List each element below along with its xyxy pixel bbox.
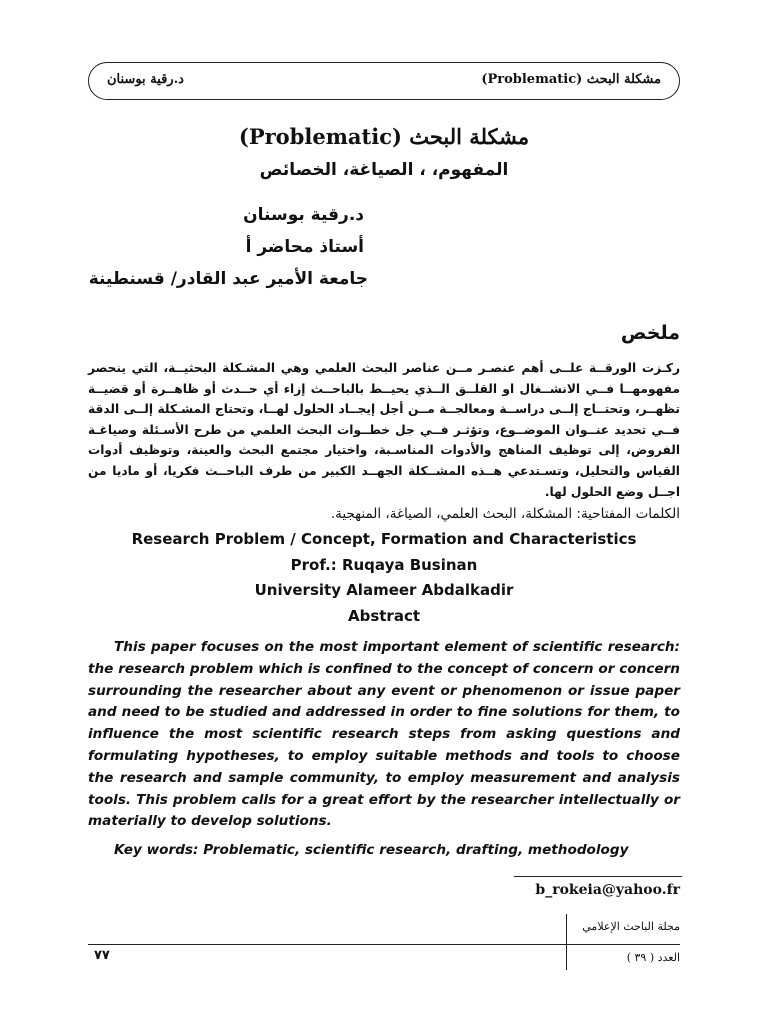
footer-journal-name: مجلة الباحث الإعلامي bbox=[582, 920, 680, 933]
abstract-body-ar: ركـزت الورقــة علــى أهم عنصـر مــن عناصر البحث العلمي وهي المشـكلة البحثيــة، التي ينحصر مفهومهــا فــي الانشــغال او القلــق الــذي يحيــط بالباحــث إزاء أي حــدث أو ظاهــرة أو قضيــة تظهــر، وتحتــاج إلــى دراســة ومعالجــة مــن أجل إيجــاد الحلول لهــا، وتحتاج المشـكلة إلــى الدقة فــي تحديد عنــوان الموضــوع، وتؤثـر فــي جل خطــوات البحث العلمي من طرح الأسـئلة وصياغـة الفروض، إلى توظيف المناهج والأدوات المناسـبة، واختيار مجتمع البحث والعينة، وتوظيف أدوات القياس والتحليل، وتسـتدعي هــذه المشــكلة الجهــد الكبير من طرف الباحــث فكريا، أو ماديا من اجــل وضع الحلول لها. bbox=[88, 361, 680, 499]
footer-divider-vertical bbox=[566, 914, 567, 970]
header-section-title: مشكلة البحث (Problematic) bbox=[481, 72, 661, 87]
footer-issue-number: العدد ( ٣٩ ) bbox=[626, 951, 680, 964]
footnote-rule bbox=[514, 876, 682, 877]
page-number: ٧٧ bbox=[94, 948, 110, 963]
author-name-ar: د.رقية بوسنان bbox=[243, 205, 364, 225]
author-rank-ar: أستاذ محاضر أ bbox=[245, 237, 364, 257]
author-university-en: University Alameer Abdalkadir bbox=[254, 581, 514, 599]
header-author: د.رقية بوسنان bbox=[107, 72, 184, 87]
article-title-ar: مشكلة البحث (Problematic) bbox=[238, 124, 530, 149]
author-name-en: Prof.: Ruqaya Businan bbox=[290, 556, 478, 574]
article-title-en: Research Problem / Concept, Formation and Characteristics bbox=[131, 530, 637, 548]
keywords-ar: الكلمات المفتاحية: المشكلة، البحث العلمي، الصياغة، المنهجية. bbox=[330, 506, 680, 522]
author-email[interactable]: b_rokeia@yahoo.fr bbox=[535, 882, 680, 898]
abstract-heading-ar: ملخص bbox=[620, 322, 680, 344]
abstract-heading-en: Abstract bbox=[347, 607, 421, 625]
footer-divider-horizontal bbox=[88, 944, 680, 945]
author-university-ar: جامعة الأمير عبد القادر/ قسنطينة bbox=[88, 269, 368, 289]
keywords-en: Key words: Problematic, scientific research, drafting, methodology bbox=[114, 842, 629, 858]
abstract-body-en: This paper focuses on the most important element of scientific research: the research problem which is confined to the concept of concern or concern surrounding the researcher about any event or phenomenon or issue paper and need to be studied and addressed in order to fine solutions for them, to influence the most scientific research steps from asking questions and formulating hypotheses, to employ suitable methods and tools to choose the research and sample community, to employ measurement and analysis tools. This problem calls for a great effort by the researcher intellectually or materially to develop solutions. bbox=[88, 639, 680, 830]
running-header bbox=[88, 62, 680, 100]
article-subtitle-ar: المفهوم، ، الصياغة، الخصائص bbox=[259, 160, 509, 180]
